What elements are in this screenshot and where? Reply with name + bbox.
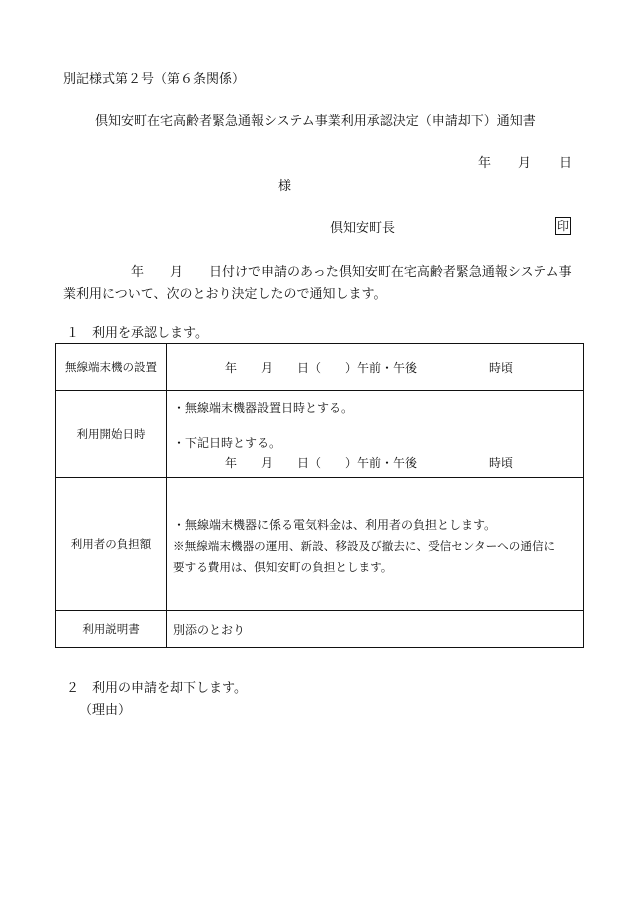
- section1-heading: １ 利用を承認します。: [66, 326, 208, 341]
- row-content: [167, 478, 584, 611]
- reason-label: （理由）: [79, 703, 132, 718]
- body-line-1: 年 月 日付けで申請のあった倶知安町在宅高齢者緊急通報システム事: [131, 265, 572, 280]
- date-month: 月: [518, 156, 532, 171]
- body-line-2: 業利用について、次のとおり決定したので通知します。: [63, 287, 387, 302]
- start-option-2: ・下記日時とする。: [173, 436, 282, 450]
- date-day: 日: [559, 156, 573, 171]
- row-label: 利用説明書: [56, 611, 167, 648]
- document-title: 倶知安町在宅高齢者緊急通報システム事業利用承認決定（申請却下）通知書: [95, 114, 536, 129]
- cost-line-3: 要する費用は、倶知安町の負担とします。: [173, 560, 393, 574]
- table-row: [56, 344, 584, 391]
- table-row: [56, 478, 584, 611]
- row-label: 利用者の負担額: [56, 478, 167, 611]
- seal-text: 印: [557, 219, 570, 233]
- cost-line-1: ・無線端末機器に係る電気料金は、利用者の負担とします。: [173, 518, 497, 532]
- row-label: 無線端末機の設置: [56, 344, 167, 391]
- manual-content: 別添のとおり: [173, 622, 246, 637]
- row-content: [167, 611, 584, 648]
- seal-mark: [555, 215, 571, 235]
- start-datetime: 年 月 日（ ）午前・午後 時頃: [225, 456, 514, 470]
- table-row: [56, 391, 584, 478]
- section2-heading: ２ 利用の申請を却下します。: [66, 681, 247, 696]
- approval-table: [55, 343, 584, 648]
- cost-line-2: ※無線端末機器の運用、新設、移設及び撤去に、受信センターへの通信に: [173, 539, 556, 553]
- start-option-1: ・無線端末機器設置日時とする。: [173, 401, 354, 415]
- install-datetime: 年 月 日（ ）午前・午後 時頃: [225, 360, 514, 375]
- table-row: [56, 611, 584, 648]
- form-number: 別記様式第２号（第６条関係）: [63, 72, 246, 87]
- issuer-name: 倶知安町長: [330, 221, 396, 236]
- row-content: [167, 391, 584, 478]
- addressee-suffix: 様: [278, 179, 292, 194]
- date-year: 年: [478, 156, 492, 171]
- row-content: [167, 344, 584, 391]
- row-label: 利用開始日時: [56, 391, 167, 478]
